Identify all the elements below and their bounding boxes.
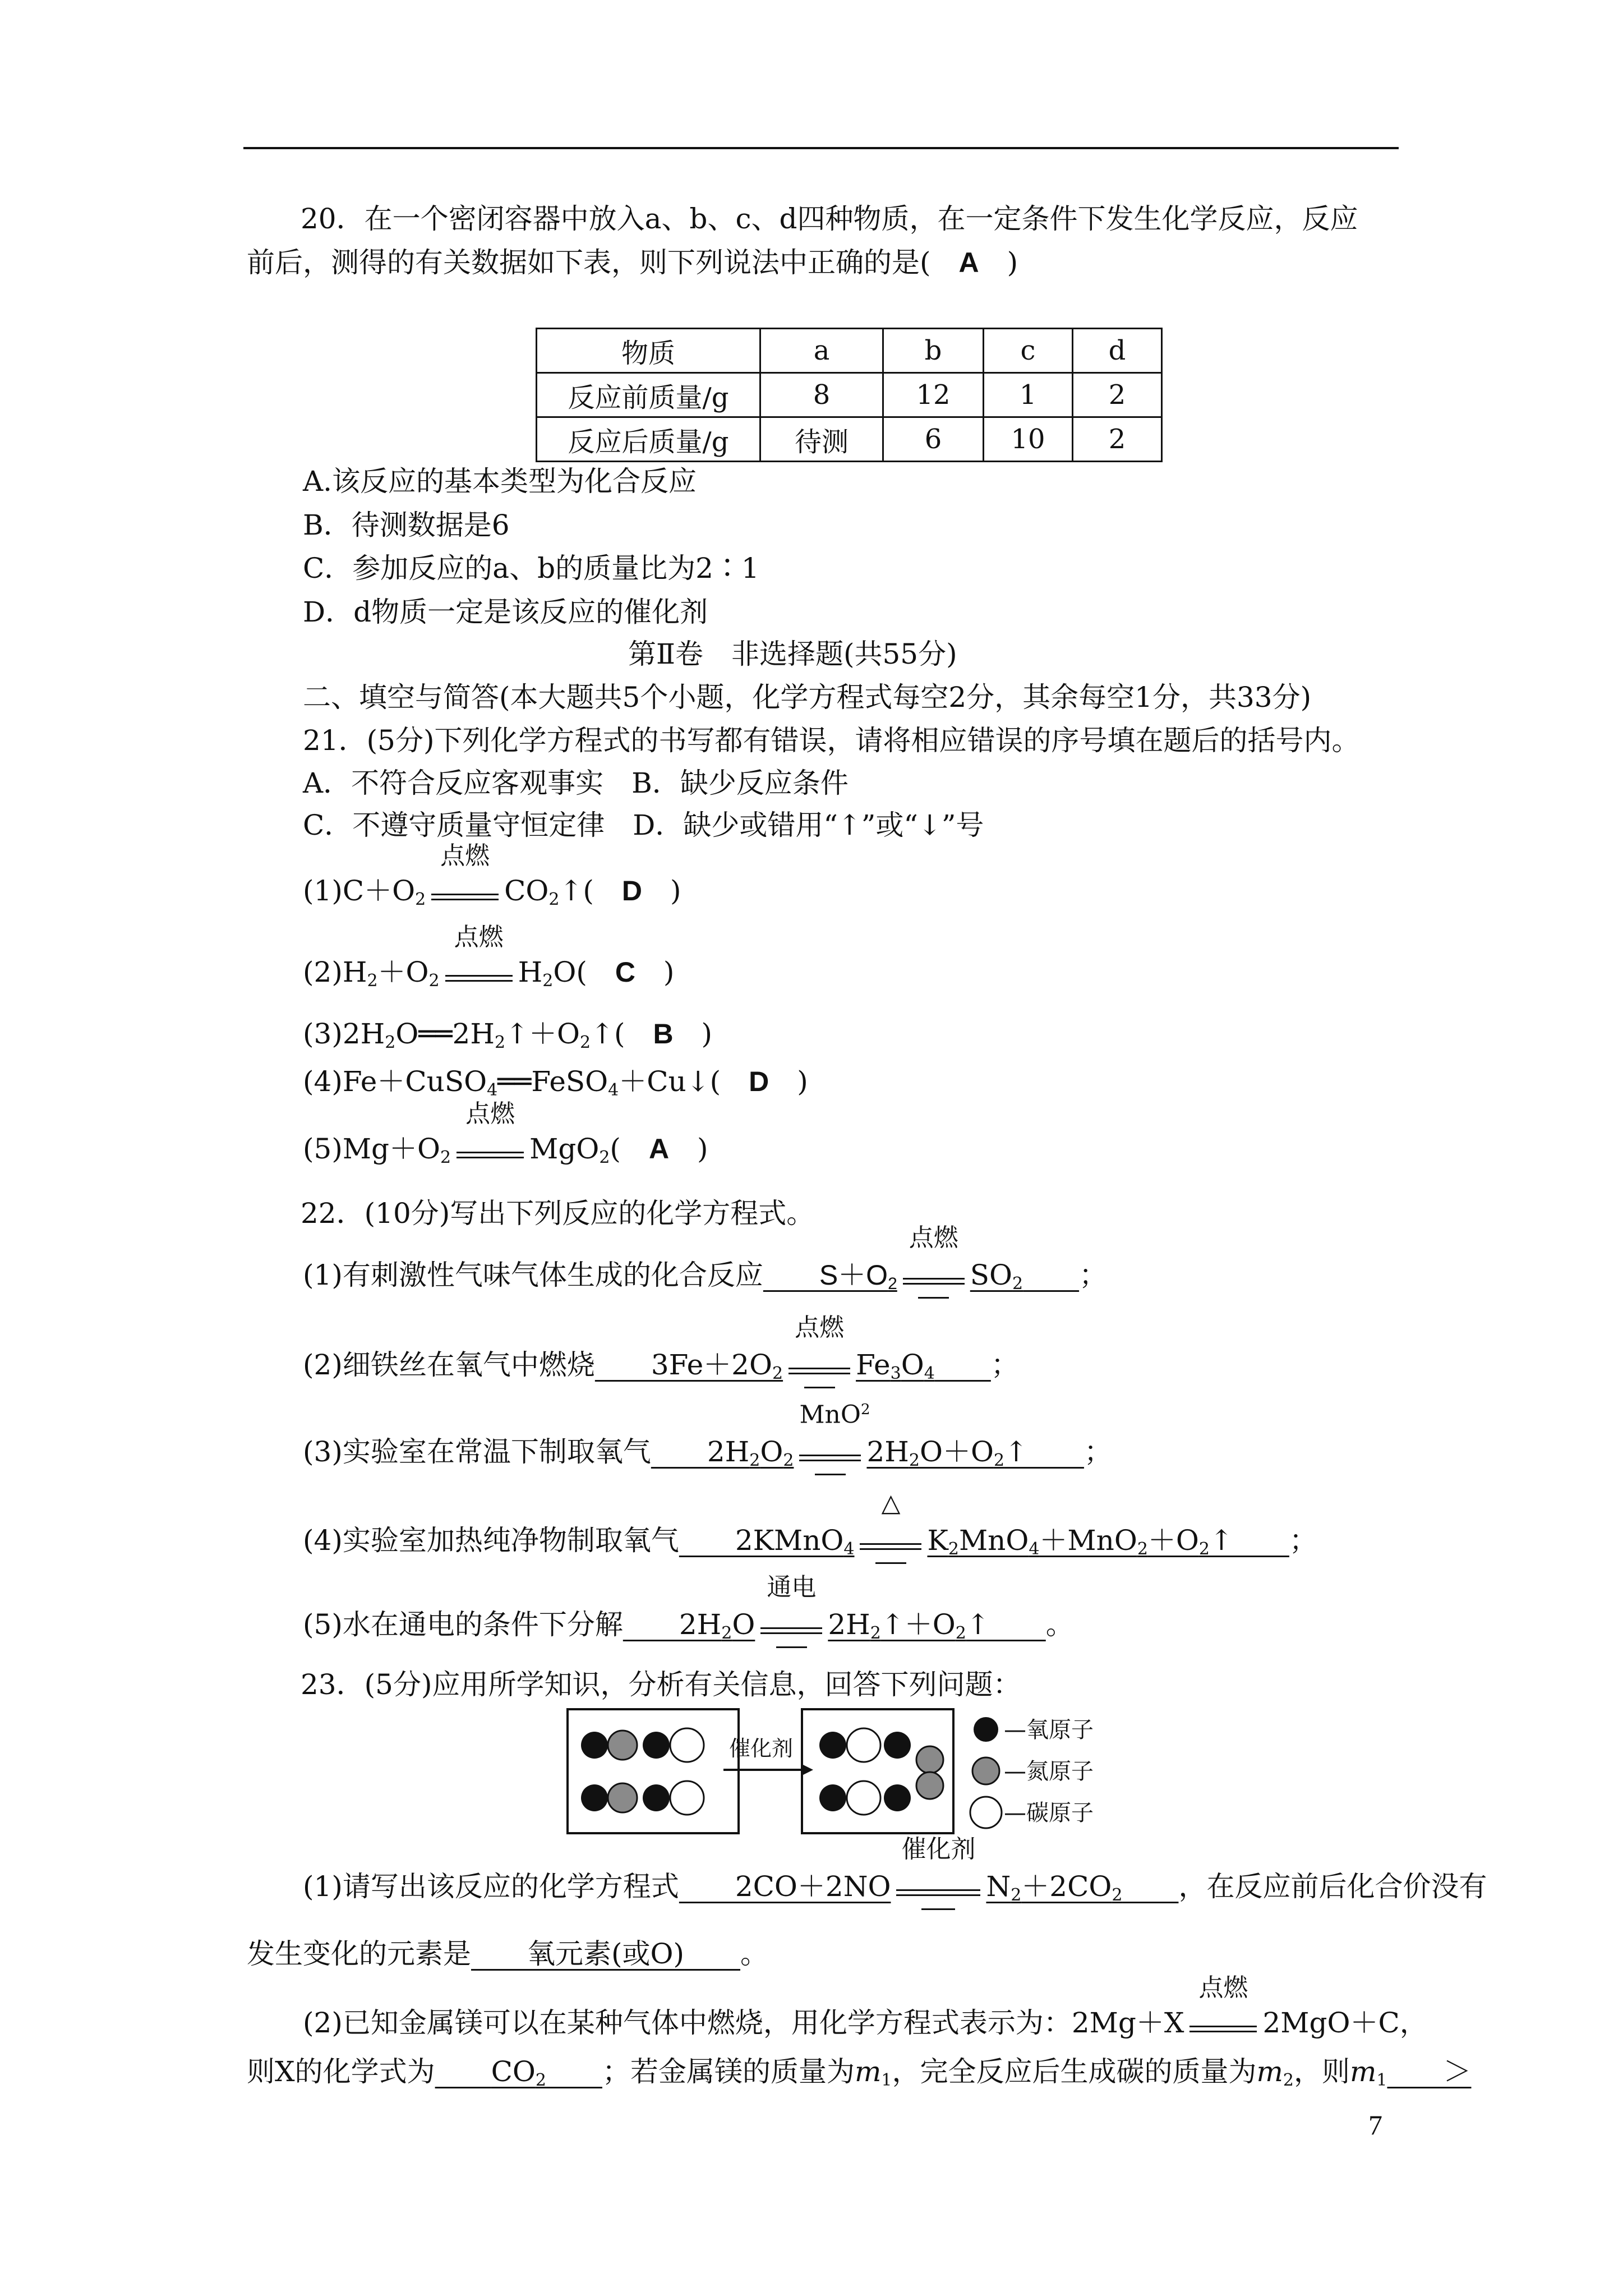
carbon-atom-icon <box>670 1728 704 1762</box>
carbon-atom-icon <box>670 1781 704 1815</box>
nitrogen-atom-icon <box>608 1731 637 1760</box>
legend-oxygen-label: —氧原子 <box>1004 1717 1094 1743</box>
arrow-head-icon <box>802 1764 813 1775</box>
table-cell: 10 <box>984 417 1073 462</box>
q22-item-2: (2)细铁丝在氧气中燃烧 3Fe＋2O2 点燃 Fe3O4 ； <box>303 1349 1019 1382</box>
legend-oxygen-icon <box>974 1717 998 1742</box>
q22-item-4: (4)实验室加热纯净物制取氧气 2KMnO4 △ K2MnO4＋MnO2＋O2↑ ； <box>303 1525 1317 1557</box>
header-rule <box>243 147 1399 149</box>
q20-answer: A <box>958 247 979 278</box>
q21-choices-line1: A．不符合反应客观事实 B．缺少反应条件 <box>303 767 849 799</box>
oxygen-atom-icon <box>643 1732 670 1759</box>
q21-stem: 21．(5分)下列化学方程式的书写都有错误，请将相应错误的序号填在题后的括号内。 <box>303 724 1360 757</box>
nitrogen-atom-icon <box>916 1772 943 1799</box>
table-row <box>537 417 1162 462</box>
nitrogen-atom-icon <box>916 1746 943 1773</box>
q22-item-5: (5)水在通电的条件下分解 2H2O 通电 2H2↑＋O2↑ 。 <box>303 1609 1074 1641</box>
oxygen-atom-icon <box>884 1732 911 1759</box>
q20-option-c: C．参加反应的a、b的质量比为2∶1 <box>303 552 759 585</box>
table-row <box>537 373 1162 417</box>
table-cell: 待测 <box>760 417 883 462</box>
oxygen-atom-icon <box>581 1784 608 1811</box>
reactant-box <box>568 1709 739 1833</box>
carbon-atom-icon <box>847 1728 880 1762</box>
q22-stem: 22．(10分)写出下列反应的化学方程式。 <box>301 1197 815 1230</box>
section2-title: 第Ⅱ卷 非选择题(共55分) <box>628 638 957 670</box>
q23-reaction-diagram <box>566 1708 1150 1834</box>
q23-part2-line1: (2)已知金属镁可以在某种气体中燃烧，用化学方程式表示为：2Mg＋X 点燃 2MgO＋C， <box>303 1973 1428 2039</box>
table-cell: 反应前质量/g <box>537 373 760 417</box>
q21-item-3: (3)2H2O══2H2↑＋O2↑( B ) <box>303 1018 713 1053</box>
legend-nitrogen-label: —氮原子 <box>1004 1759 1094 1784</box>
table-cell: b <box>883 329 984 373</box>
q23-stem: 23．(5分)应用所学知识，分析有关信息，回答下列问题： <box>301 1668 1021 1701</box>
q23-part2-line2: 则X的化学式为 CO2 ；若金属镁的质量为m1，完全反应后生成碳的质量为m2，则m1 ＞ <box>247 2055 1472 2091</box>
legend-carbon-label: —碳原子 <box>1004 1800 1094 1826</box>
arrow-label: 催化剂 <box>729 1736 794 1761</box>
oxygen-atom-icon <box>819 1784 846 1811</box>
q21-item-4: (4)Fe＋CuSO4══FeSO4＋Cu↓( D ) <box>303 1065 808 1101</box>
q23-part1-line1: (1)请写出该反应的化学方程式 2CO＋2NO 催化剂 N2＋2CO2 ，在反应前后化合价没有 <box>303 1871 1487 1903</box>
table-cell: 1 <box>984 373 1073 417</box>
table-cell: 6 <box>883 417 984 462</box>
oxygen-atom-icon <box>884 1784 911 1811</box>
page-number: 7 <box>1368 2109 1382 2141</box>
q20-option-a: A.该反应的基本类型为化合反应 <box>303 465 697 498</box>
q20-option-b: B．待测数据是6 <box>303 509 510 541</box>
table-cell: 2 <box>1073 373 1162 417</box>
q22-item-1: (1)有刺激性气味气体生成的化合反应 S＋O2 点燃 SO2 ； <box>303 1259 1107 1292</box>
table-cell: 反应后质量/g <box>537 417 760 462</box>
q23-part1-line2: 发生变化的元素是 氧元素(或O) 。 <box>247 1938 769 1970</box>
q20-stem-line1: 20．在一个密闭容器中放入a、b、c、d四种物质，在一定条件下发生化学反应，反应 <box>301 203 1358 235</box>
table-cell: a <box>760 329 883 373</box>
legend-carbon-icon <box>970 1797 1002 1828</box>
q21-item-1: (1)C＋O2 点燃 CO2↑( D ) <box>303 841 681 910</box>
section2-instruction: 二、填空与简答(本大题共5个小题，化学方程式每空2分，其余每空1分，共33分) <box>303 681 1312 714</box>
q21-item-2: (2)H2＋O2 点燃 H2O( C ) <box>303 922 675 991</box>
q20-data-table <box>536 328 1163 462</box>
table-header-row <box>537 329 1162 373</box>
q22-item-3: (3)实验室在常温下制取氧气 2H2O2 MnO$^2$ 2H2O＋O2↑ ； <box>303 1436 1112 1469</box>
q21-choices-line2: C．不遵守质量守恒定律 D．缺少或错用“↑”或“↓”号 <box>303 809 984 841</box>
table-cell: 12 <box>883 373 984 417</box>
table-cell: 2 <box>1073 417 1162 462</box>
q20-stem-line2: 前后，测得的有关数据如下表，则下列说法中正确的是( A ) <box>247 246 1018 279</box>
q21-item-5: (5)Mg＋O2 点燃 MgO2( A ) <box>303 1099 708 1168</box>
q20-option-d: D．d物质一定是该反应的催化剂 <box>303 596 708 628</box>
table-cell: c <box>984 329 1073 373</box>
carbon-atom-icon <box>847 1781 880 1815</box>
legend-nitrogen-icon <box>972 1757 999 1784</box>
table-cell: d <box>1073 329 1162 373</box>
oxygen-atom-icon <box>819 1732 846 1759</box>
oxygen-atom-icon <box>581 1732 608 1759</box>
oxygen-atom-icon <box>643 1784 670 1811</box>
nitrogen-atom-icon <box>608 1783 637 1812</box>
table-cell: 8 <box>760 373 883 417</box>
table-cell: 物质 <box>537 329 760 373</box>
